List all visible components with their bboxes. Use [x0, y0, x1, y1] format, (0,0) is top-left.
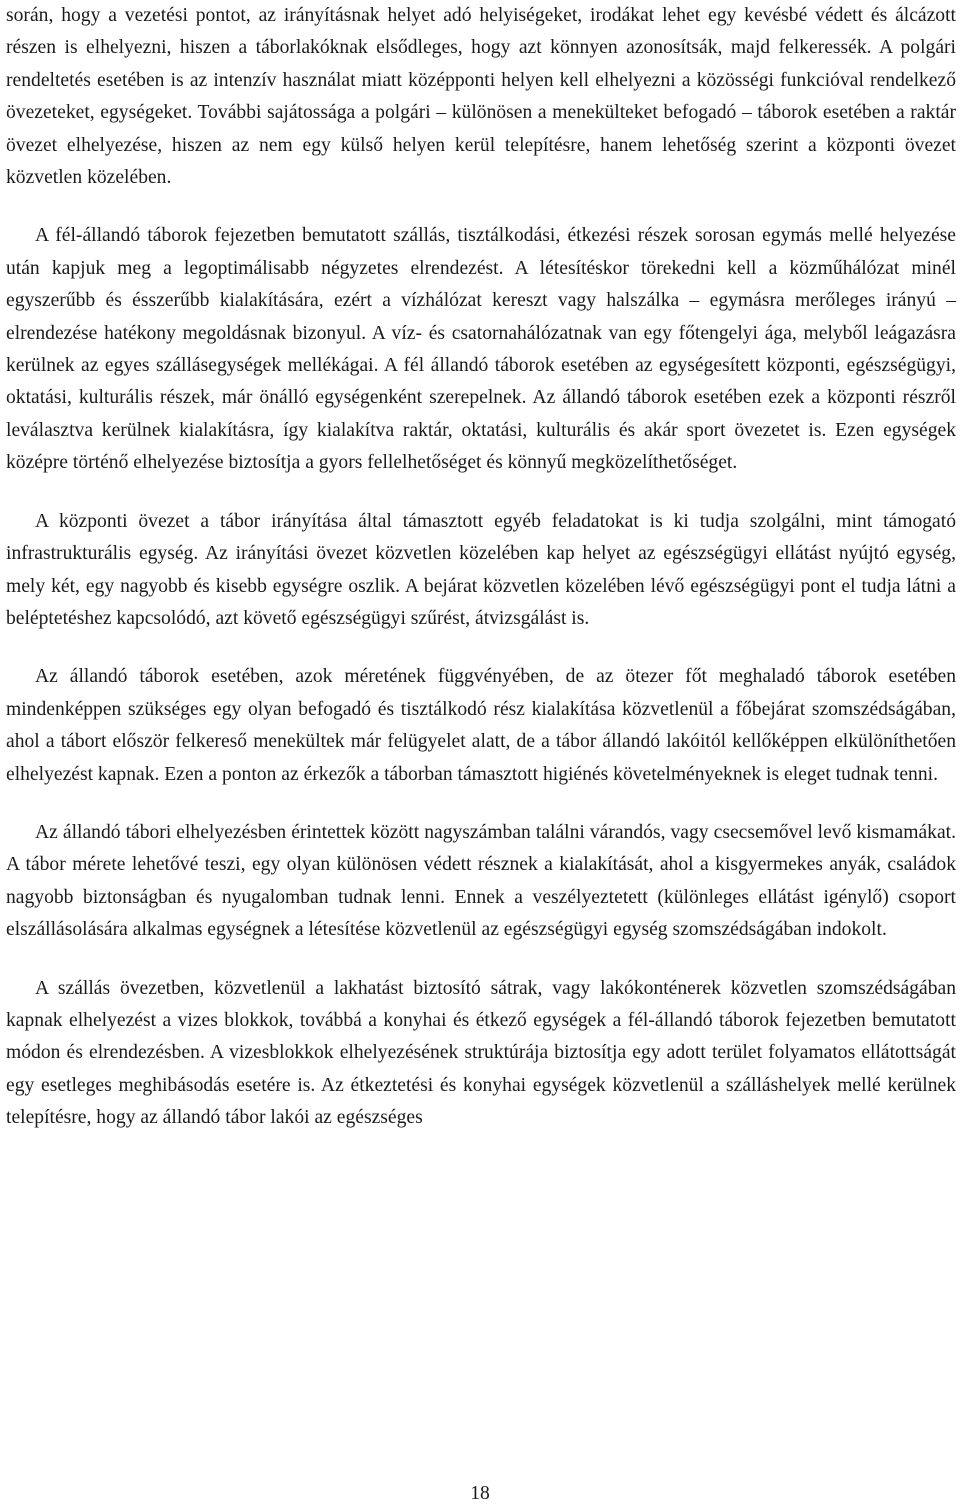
paragraph-4: Az állandó táborok esetében, azok méretének függvényében, de az ötezer főt meghaladó táborok esetében mindenképpen szükséges egy olyan befogadó és tisztálkodó rész kialakítása közvetlenül a főbejárat szomszédságában, ahol a tábort először felkereső menekültek már felügyelet alatt, de a tábor állandó lakóitól kellőképpen elkülöníthetően elhelyezést kapnak. Ezen a ponton az érkezők a táborban támasztott higiénés követelményeknek is eleget tudnak tenni.	[6, 666, 956, 785]
page-number: 18	[470, 1483, 490, 1504]
paragraph-6: A szállás övezetben, közvetlenül a lakhatást biztosító sátrak, vagy lakókonténerek közvetlen szomszédságában kapnak elhelyezést a vizes blokkok, továbbá a konyhai és étkező egységek a fél-állandó táborok fejezetben bemutatott módon és elrendezésben. A vizesblokkok elhelyezésének struktúrája biztosítja egy adott terület folyamatos ellátottságát egy esetleges meghibásodás esetére is. Az étkeztetési és konyhai egységek közvetlenül a szálláshelyek mellé kerülnek telepítésre, hogy az állandó tábor lakói az egészséges	[6, 977, 956, 1129]
paragraph-2: A fél-állandó táborok fejezetben bemutatott szállás, tisztálkodási, étkezési részek sorosan egymás mellé helyezése után kapjuk meg a legoptimálisabb négyzetes elrendezést. A létesítéskor törekedni kell a közműhálózat minél egyszerűbb és ésszerűbb kialakítására, ezért a vízhálózat kereszt vagy halszálka – egymásra merőleges irányú – elrendezése hatékony megoldásnak bizonyul. A víz- és csatornahálózatnak van egy főtengelyi ága, melyből leágazásra kerülnek az egyes szállásegységek mellékágai. A fél állandó táborok esetében az egységesített központi, egészségügyi, oktatási, kulturális részek, már önálló egységenként szerepelnek. Az állandó táborok esetében ezek a központi részről leválasztva kerülnek kialakításra, így kialakítva raktár, oktatási, kulturális és akár sport övezetet is. Ezen egységek középre történő elhelyezése biztosítja a gyors fellelhetőséget és könnyű megközelíthetőséget.	[6, 225, 956, 474]
document-page	[6, 0, 956, 1135]
paragraph-3: A központi övezet a tábor irányítása által támasztott egyéb feladatokat is ki tudja szolgálni, mint támogató infrastrukturális egység. Az irányítási övezet közvetlen közelében kap helyet az egészségügyi ellátást nyújtó egység, mely két, egy nagyobb és kisebb egységre oszlik. A bejárat közvetlen közelében lévő egészségügyi pont el tudja látni a beléptetéshez kapcsolódó, azt követő egészségügyi szűrést, átvizsgálást is.	[6, 510, 956, 629]
paragraph-5: Az állandó tábori elhelyezésben érintettek között nagyszámban találni várandós, vagy csecsemővel levő kismamákat. A tábor mérete lehetővé teszi, egy olyan különösen védett résznek a kialakítását, ahol a kisgyermekes anyák, családok nagyobb biztonságban és nyugalomban tudnak lenni. Ennek a veszélyeztetett (különleges ellátást igénylő) csoport elszállásolására alkalmas egységnek a létesítése közvetlenül az egészségügyi egység szomszédságában indokolt.	[6, 821, 956, 941]
paragraph-1: során, hogy a vezetési pontot, az irányításnak helyet adó helyiségeket, irodákat lehet egy kevésbé védett és álcázott részen is elhelyezni, hiszen a táborlakóknak elsődleges, hogy azt könnyen azonosítsák, majd felkeressék. A polgári rendeltetés esetében is az intenzív használat miatt középponti helyen kell elhelyezni a közösségi funkcióval rendelkező övezeteket, egységeket. További sajátossága a polgári – különösen a menekülteket befogadó – táborok esetében a raktár övezet elhelyezése, hiszen az nem egy külső helyen kerül telepítésre, hanem lehetőség szerint a központi övezet közvetlen közelében.	[6, 5, 956, 189]
